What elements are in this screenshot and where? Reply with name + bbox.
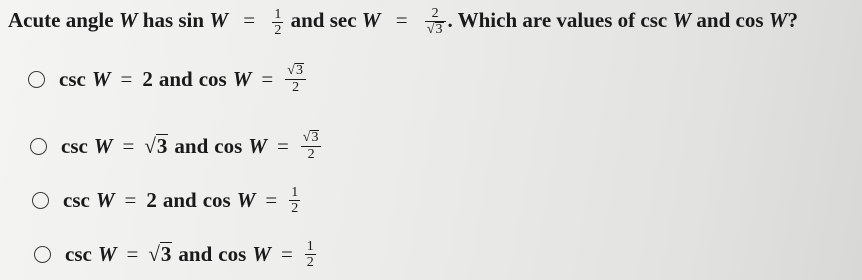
csc-label: csc: [63, 187, 90, 212]
radio-button-icon[interactable]: [34, 246, 51, 263]
csc-value-radicand: 3: [160, 241, 172, 266]
cos-numerator-radicand: 3: [295, 63, 303, 79]
cos-label: cos: [202, 187, 231, 212]
cos-value-fraction: [301, 130, 322, 162]
option-expression: [59, 63, 308, 95]
cos-denominator: 2: [306, 254, 314, 270]
cos-numerator: [285, 63, 306, 80]
variable-w: W: [672, 8, 692, 32]
cos-numerator: 1: [291, 184, 299, 200]
answer-option-2[interactable]: [30, 129, 323, 163]
equals-sign: =: [122, 133, 135, 158]
answer-option-4[interactable]: [34, 237, 318, 271]
sec-value-fraction: [425, 6, 446, 38]
equals-sign: =: [280, 241, 293, 266]
sec-denominator-radicand: 3: [435, 22, 443, 38]
question-and-2: and: [696, 8, 731, 32]
variable-w: W: [91, 66, 111, 91]
sqrt-symbol: √3: [426, 22, 443, 38]
radio-button-icon[interactable]: [28, 71, 45, 88]
sec-function: sec: [329, 8, 357, 32]
sin-numerator: 1: [274, 6, 282, 22]
csc-label: csc: [61, 133, 88, 158]
csc-label: csc: [65, 241, 92, 266]
question-mark: ?: [787, 8, 798, 32]
answer-option-1[interactable]: [28, 62, 308, 96]
equals-sign: =: [395, 8, 408, 32]
variable-w: W: [93, 133, 113, 158]
sin-function: sin: [178, 8, 205, 32]
option-expression: [65, 239, 318, 270]
cos-value-fraction: [305, 239, 316, 270]
radio-button-icon[interactable]: [30, 138, 47, 155]
variable-w: W: [248, 133, 267, 158]
option-and: and: [178, 241, 213, 266]
variable-w: W: [232, 66, 252, 91]
csc-function: csc: [640, 8, 668, 32]
equals-sign: =: [126, 241, 139, 266]
variable-w: W: [97, 241, 117, 266]
cos-function: cos: [735, 8, 764, 32]
cos-label: cos: [198, 66, 227, 91]
cos-denominator: 2: [291, 200, 299, 216]
question-text: [8, 2, 858, 38]
equals-sign: =: [243, 8, 256, 32]
cos-numerator: [301, 130, 322, 147]
answer-option-3[interactable]: [32, 183, 302, 217]
sqrt-symbol: √3: [148, 241, 172, 266]
cos-numerator-radicand: 3: [311, 130, 319, 146]
csc-value: 2: [142, 66, 153, 91]
variable-w: W: [768, 8, 788, 32]
option-and: and: [158, 66, 193, 91]
sin-value-fraction: [272, 7, 283, 38]
equals-sign: =: [120, 66, 133, 91]
sqrt-symbol: √3: [287, 63, 303, 79]
equals-sign: =: [124, 187, 137, 212]
variable-w: W: [236, 187, 256, 212]
cos-value-fraction: [289, 185, 300, 216]
sec-numerator: 2: [425, 6, 446, 22]
question-intro: Acute angle: [8, 8, 114, 32]
csc-value-radicand: 3: [156, 133, 168, 158]
cos-numerator: 1: [306, 238, 314, 254]
variable-w: W: [118, 8, 138, 32]
sin-denominator: 2: [274, 22, 282, 38]
equals-sign: =: [261, 66, 274, 91]
sec-denominator: [425, 22, 446, 38]
question-has: has: [142, 8, 174, 32]
csc-label: csc: [59, 66, 86, 91]
cos-value-fraction: [285, 63, 306, 95]
equals-sign: =: [265, 187, 278, 212]
sqrt-symbol: √3: [302, 130, 319, 146]
csc-value: 2: [146, 187, 157, 212]
variable-w: W: [252, 241, 271, 266]
variable-w: W: [95, 187, 115, 212]
cos-label: cos: [218, 241, 247, 266]
cos-label: cos: [214, 133, 243, 158]
option-and: and: [162, 187, 197, 212]
option-expression: [63, 185, 302, 216]
cos-denominator: 2: [307, 146, 315, 162]
option-expression: [61, 130, 323, 162]
option-and: and: [174, 133, 209, 158]
question-and: and: [290, 8, 325, 32]
sqrt-symbol: √3: [144, 133, 168, 158]
radio-button-icon[interactable]: [32, 192, 49, 209]
equals-sign: =: [276, 133, 289, 158]
variable-w: W: [361, 8, 381, 32]
cos-denominator: 2: [292, 79, 300, 95]
variable-w: W: [209, 8, 228, 32]
question-prompt: . Which are values of: [447, 8, 636, 32]
